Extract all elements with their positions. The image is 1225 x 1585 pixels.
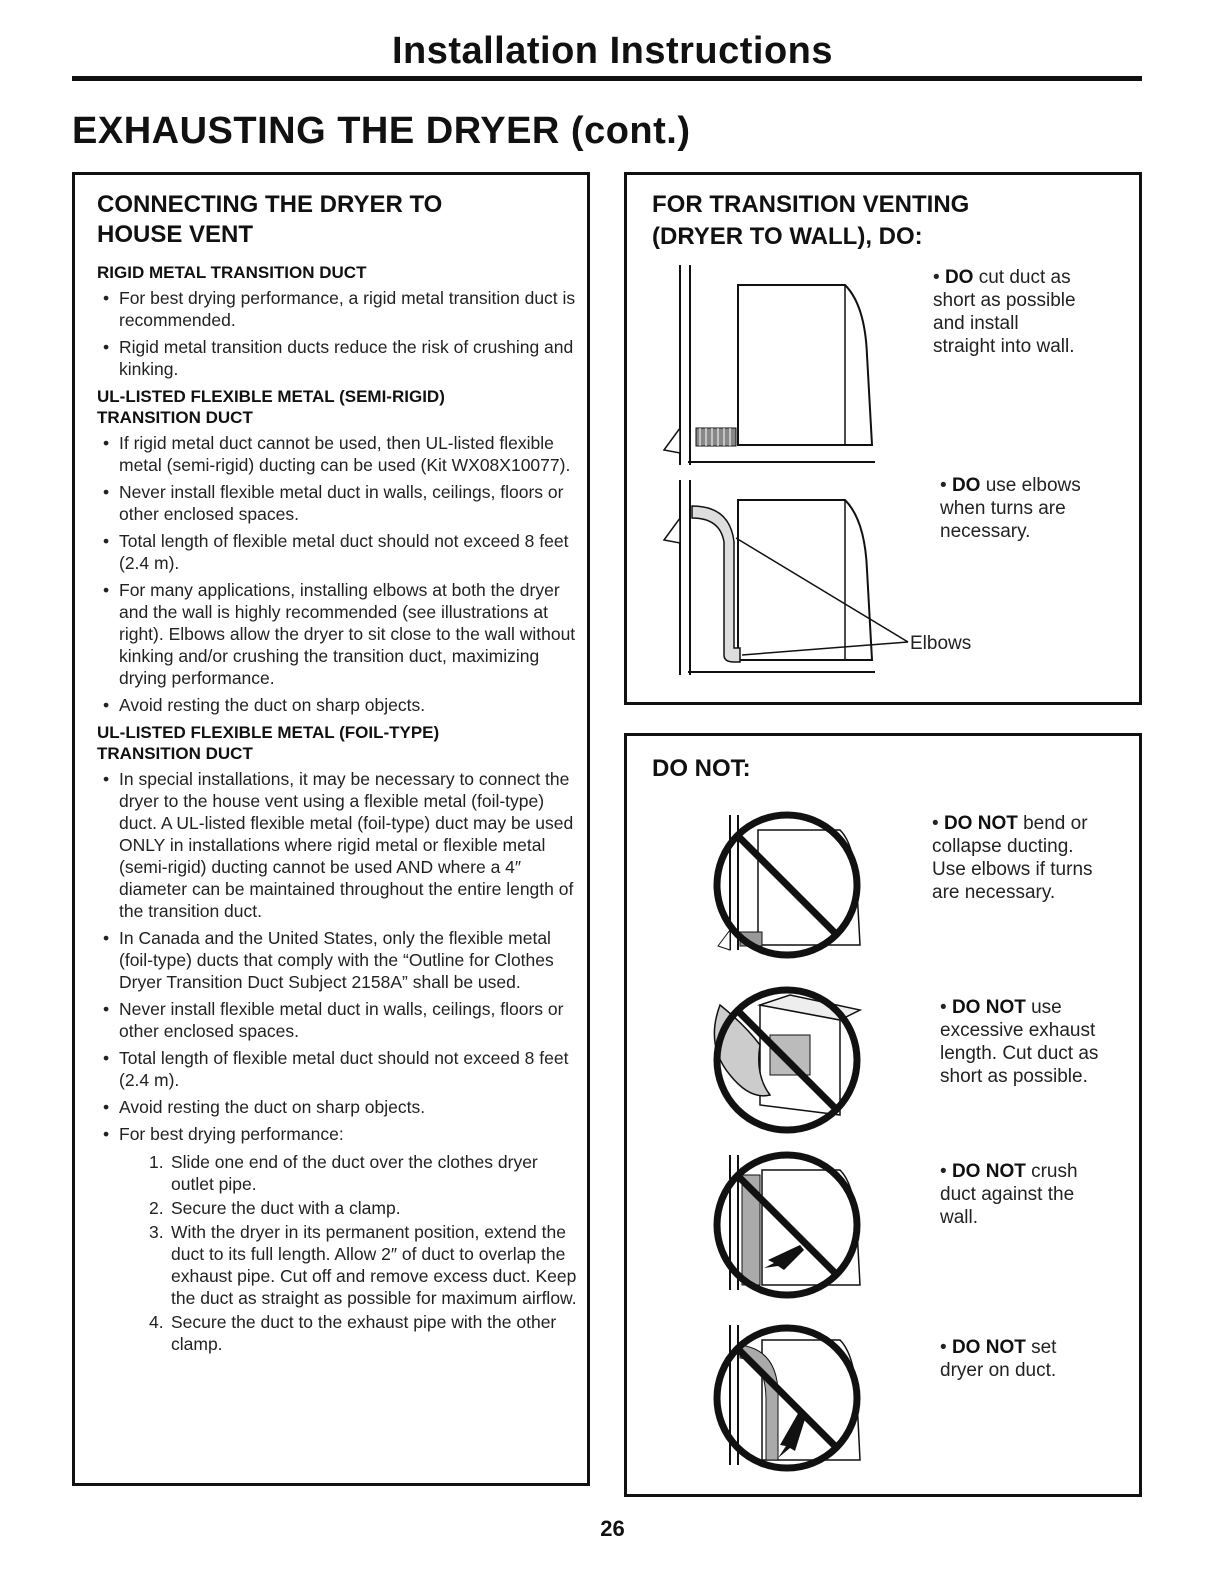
no-crush-illustration (700, 1150, 875, 1300)
no-bend-illustration (700, 810, 875, 960)
foil-bullet-list (97, 768, 577, 1145)
elbows-illustration (660, 480, 910, 680)
section-title: EXHAUSTING THE DRYER (cont.) (72, 110, 691, 152)
foil-steps-list (149, 1151, 577, 1355)
do-not-item-set-on-duct: • DO NOT set dryer on duct. (940, 1337, 1057, 1381)
list-item: • In Canada and the United States, only the flexible metal (foil-type) ducts that comply with the “Outline for Clothes Dryer Transition Duct Subject 2158A” shall be used. (97, 927, 577, 993)
list-item: • Avoid resting the duct on sharp objects. (97, 694, 577, 716)
do-not-item-bend: • DO NOT bend or collapse ducting. Use elbows if turns are necessary. (932, 813, 1093, 903)
rigid-bullet-list (97, 287, 577, 380)
no-set-on-duct-illustration (700, 1320, 875, 1475)
semi-rigid-subheading: UL-LISTED FLEXIBLE METAL (SEMI-RIGID) TRANSITION DUCT (97, 387, 445, 427)
list-item: • For best drying performance: (97, 1123, 577, 1145)
do-not-heading: DO NOT: (652, 755, 751, 782)
do-item-use-elbows: • DO use elbows when turns are necessary. (940, 475, 1081, 542)
list-item: • For best drying performance, a rigid metal transition duct is recommended. (97, 287, 577, 331)
list-item: • In special installations, it may be necessary to connect the dryer to the house vent using a flexible metal (foil-type) duct. A UL-listed flexible metal (foil-type) duct may be used ONLY in installations where rigid metal or flexible metal (semi-rigid) ducting cannot be used AND where a 4″ diameter can be maintained throughout the entire length of the transition duct. (97, 768, 577, 922)
list-item: • Total length of flexible metal duct should not exceed 8 feet (2.4 m). (97, 1047, 577, 1091)
list-item: • Total length of flexible metal duct should not exceed 8 feet (2.4 m). (97, 530, 577, 574)
transition-heading-line1: FOR TRANSITION VENTING (652, 191, 970, 218)
page-number: 26 (600, 1516, 625, 1541)
straight-duct-illustration (660, 265, 900, 470)
header-divider (72, 76, 1142, 81)
step-item: 2. Secure the duct with a clamp. (149, 1198, 401, 1218)
do-not-item-excess-length: • DO NOT use excessive exhaust length. Cut duct as short as possible. (940, 997, 1099, 1087)
do-item-cut-short: • DO cut duct as short as possible and install straight into wall. (933, 267, 1076, 357)
semi-rigid-bullet-list (97, 432, 577, 716)
connecting-panel (72, 172, 590, 1486)
step-item: 1. Slide one end of the duct over the clothes dryer outlet pipe. (149, 1152, 538, 1194)
no-excess-length-illustration (700, 985, 875, 1140)
step-item: 4. Secure the duct to the exhaust pipe with the other clamp. (149, 1312, 557, 1354)
page-header-title: Installation Instructions (391, 30, 834, 72)
list-item: • If rigid metal duct cannot be used, then UL-listed flexible metal (semi-rigid) ducting can be used (Kit WX08X10077). (97, 432, 577, 476)
connecting-heading: CONNECTING THE DRYER TO HOUSE VENT (97, 191, 443, 248)
do-not-item-crush: • DO NOT crush duct against the wall. (940, 1161, 1078, 1228)
transition-heading-line2: (DRYER TO WALL), DO: (652, 223, 923, 250)
elbows-label: Elbows (910, 633, 972, 654)
rigid-subheading: RIGID METAL TRANSITION DUCT (97, 263, 367, 282)
list-item: • Never install flexible metal duct in walls, ceilings, floors or other enclosed spaces. (97, 481, 577, 525)
list-item: • Rigid metal transition ducts reduce the risk of crushing and kinking. (97, 336, 577, 380)
list-item: • Never install flexible metal duct in walls, ceilings, floors or other enclosed spaces. (97, 998, 577, 1042)
list-item: • For many applications, installing elbows at both the dryer and the wall is highly recommended (see illustrations at right). Elbows allow the dryer to sit close to the wall without kinking and/or crushing the transition duct, maximizing drying performance. (97, 579, 577, 689)
foil-subheading: UL-LISTED FLEXIBLE METAL (FOIL-TYPE) TRANSITION DUCT (97, 723, 440, 763)
step-item: 3. With the dryer in its permanent position, extend the duct to its full length. Allow 2″ of duct to overlap the exhaust pipe. Cut off and remove excess duct. Keep the duct as straight as possible for maximum airflow. (149, 1222, 577, 1308)
list-item: • Avoid resting the duct on sharp objects. (97, 1096, 577, 1118)
